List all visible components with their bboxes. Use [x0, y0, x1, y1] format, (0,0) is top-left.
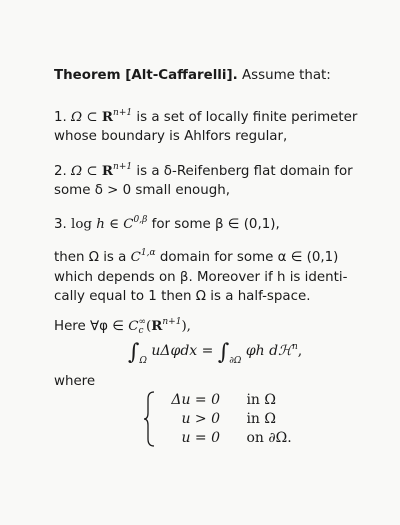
- equation-lhs: u > 0: [181, 411, 220, 427]
- integral-domain: Ω: [139, 356, 147, 366]
- test-function-line: Here ∀φ ∈ $C_c^\infty(R^{n+1})$,: [54, 317, 191, 336]
- theorem-title: Theorem [Alt-Caffarelli].: [54, 68, 238, 83]
- integral-sign: ∫: [217, 340, 230, 365]
- where-label: where: [54, 374, 96, 389]
- system-row-3: [160, 430, 292, 446]
- item-text: for some β ∈ (0,1),: [151, 217, 280, 232]
- equation-lhs: u = 0: [181, 430, 220, 446]
- equation-domain: in Ω: [246, 411, 277, 427]
- item-number: 1.: [54, 110, 67, 125]
- system-row-2: [160, 411, 276, 427]
- equation-lhs: Δu = 0: [171, 392, 220, 408]
- theorem-heading-line: [54, 68, 364, 83]
- set-expression: Ω ⊂ $R^{n+1}$: [71, 162, 133, 179]
- list-item: [54, 162, 364, 200]
- item-number: 3.: [54, 217, 67, 232]
- conclusion-line-2: which depends on β. Moreover if h is identi-: [54, 269, 348, 285]
- integral-domain: ∂Ω: [229, 356, 242, 366]
- item-text: is a set of locally finite perimeter whose boundary is Ahlfors regular,: [54, 110, 358, 144]
- test-function-space: $C_c^\infty$: [128, 317, 146, 336]
- conclusion-paragraph: [54, 248, 364, 307]
- conclusion-line-1: then Ω is a $C^{1,\alpha}$ domain for some α ∈ (0,1): [54, 248, 339, 265]
- system-row-1: [160, 392, 276, 408]
- item-text: is a δ-Reifenberg flat domain for some δ > 0 small enough,: [54, 164, 353, 198]
- set-expression: Ω ⊂ $R^{n+1}$: [71, 108, 133, 125]
- equation-domain: in Ω: [246, 392, 277, 408]
- holder-condition: log h ∈ $C^{0,\beta}$: [71, 215, 148, 232]
- list-item: [54, 215, 364, 234]
- equation-rhs: φh dℋ$^n$: [245, 342, 298, 359]
- weak-formulation-equation: $\int_\Omega$ $u\Delta\varphi dx = \int_{\partial\Omega}$ φh dℋ$^n$,: [128, 340, 303, 366]
- conclusion-line-3: cally equal to 1 then Ω is a half-space.: [54, 289, 311, 304]
- theorem-intro: Assume that:: [241, 68, 331, 83]
- equation-domain: on ∂Ω.: [246, 430, 292, 446]
- regularity-class: $C^{1,\alpha}$: [130, 248, 156, 265]
- list-item: [54, 108, 364, 146]
- left-brace: [144, 391, 156, 447]
- equation-lhs: uΔφdx =: [151, 343, 214, 359]
- item-number: 2.: [54, 164, 67, 179]
- integral-sign: ∫: [128, 340, 140, 365]
